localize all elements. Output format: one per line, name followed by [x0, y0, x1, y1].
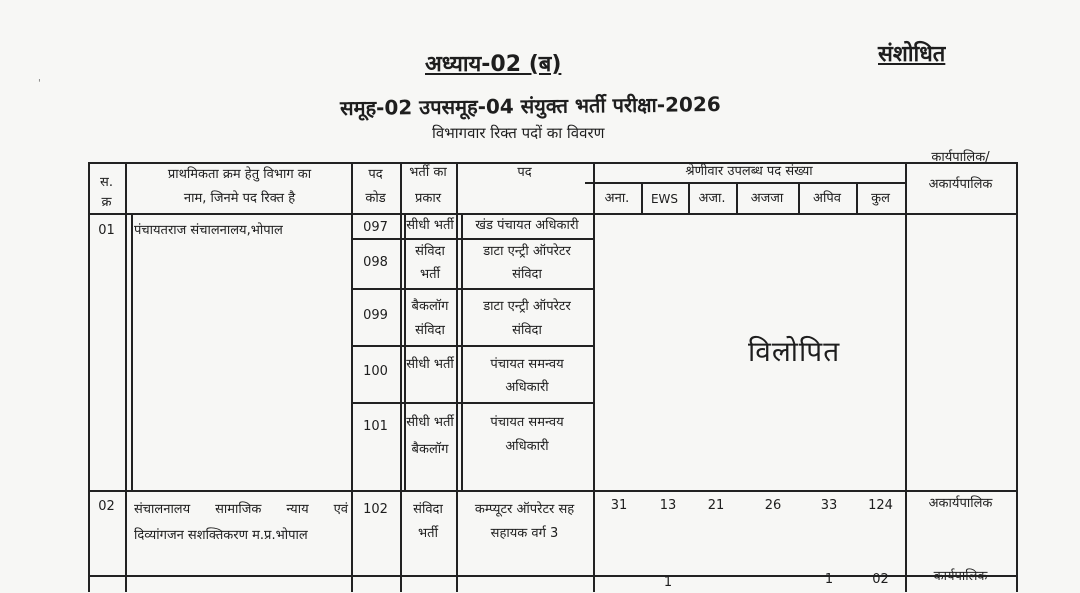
dept2-aja: 21	[707, 498, 725, 513]
row-098-type-1: संविदा	[415, 244, 445, 259]
dept2-post-1: कम्प्यूटर ऑपरेटर सह	[474, 502, 575, 517]
row-099-post-1: डाटा एन्ट्री ऑपरेटर	[483, 299, 571, 314]
header-cat-ana: अना.	[604, 191, 630, 206]
header-cat-kul: कुल	[871, 191, 890, 206]
row-097-type: सीधी भर्ती	[406, 218, 454, 233]
header-exec-2: अकार्यपालिक	[928, 177, 993, 192]
header-cat-apiv: अपिव	[813, 191, 841, 206]
table-caption: विभागवार रिक्त पदों का विवरण	[432, 124, 605, 142]
partial-exec: कार्यपालिक	[933, 569, 988, 584]
row-097-post: खंड पंचायत अधिकारी	[475, 218, 579, 233]
row-100-code: 100	[363, 364, 388, 379]
col-border	[593, 162, 595, 592]
col-border	[1016, 162, 1018, 592]
row-097-code: 097	[363, 220, 388, 235]
revised-stamp: संशोधित	[878, 42, 946, 67]
header-dept-2: नाम, जिनमे पद रिक्त है	[183, 191, 296, 206]
deleted-label: विलोपित	[748, 335, 841, 368]
col-border	[905, 162, 907, 592]
row-099-code: 099	[363, 308, 388, 323]
dept2-exec: अकार्यपालिक	[928, 496, 993, 511]
row-101-post-2: अधिकारी	[505, 439, 549, 454]
dept2-name-2: दिव्यांगजन सशक्तिकरण म.प्र.भोपाल	[134, 528, 308, 543]
dept2-type-2: भर्ती	[418, 526, 438, 541]
partial-ews: 1	[663, 575, 673, 590]
header-cat-ajja: अजजा	[750, 191, 784, 206]
row-098-post-2: संविदा	[512, 267, 542, 282]
col-border	[125, 162, 127, 592]
row-divider	[351, 288, 593, 290]
row-101-type-2: बैकलॉग	[411, 442, 449, 457]
header-code-1: पद	[368, 167, 383, 182]
header-post: पद	[517, 165, 532, 180]
partial-kul: 02	[872, 572, 889, 587]
header-cat-ews: EWS	[650, 192, 679, 206]
dept1-name: पंचायतराज संचालनालय,भोपाल	[134, 223, 283, 238]
dept2-type-1: संविदा	[413, 502, 443, 517]
dept2-ana: 31	[610, 498, 628, 513]
row-101-code: 101	[363, 419, 388, 434]
row-100-post-2: अधिकारी	[505, 380, 549, 395]
row-divider	[351, 238, 593, 240]
header-code-2: कोड	[365, 191, 386, 206]
row-099-type-2: संविदा	[415, 323, 445, 338]
row-100-type: सीधी भर्ती	[406, 357, 454, 372]
header-cat-aja: अजा.	[698, 191, 726, 206]
row-101-type-1: सीधी भर्ती	[406, 415, 454, 430]
row-divider	[88, 490, 1018, 492]
dept2-ajja: 26	[764, 498, 782, 513]
header-bottom-border	[88, 213, 1018, 215]
dept2-kul: 124	[868, 498, 893, 513]
row-divider	[351, 402, 593, 404]
row-099-post-2: संविदा	[512, 323, 542, 338]
dept2-code: 102	[363, 502, 388, 517]
chapter-title: अध्याय-02 (ब)	[425, 52, 562, 77]
vacancy-table	[88, 145, 1018, 590]
scan-speck: '	[38, 78, 41, 89]
partial-apiv: 1	[824, 572, 834, 587]
dept1-sno: 01	[98, 223, 115, 238]
col-border	[131, 213, 133, 490]
header-category-group: श्रेणीवार उपलब्ध पद संख्या	[685, 164, 813, 179]
row-098-code: 098	[363, 255, 388, 270]
row-098-type-2: भर्ती	[420, 267, 440, 282]
row-099-type-1: बैकलॉग	[411, 299, 449, 314]
row-divider	[351, 345, 593, 347]
row-098-post-1: डाटा एन्ट्री ऑपरेटर	[483, 244, 571, 259]
dept2-name-1: संचालनालय सामाजिक न्याय एवं	[134, 502, 348, 517]
dept2-ews: 13	[659, 498, 677, 513]
header-exec-1: कार्यपालिक/	[931, 150, 990, 165]
dept2-apiv: 33	[820, 498, 838, 513]
header-type-1: भर्ती का	[409, 165, 447, 180]
header-type-2: प्रकार	[414, 191, 442, 206]
header-sno-1: स.	[100, 175, 113, 190]
header-dept-1: प्राथमिकता क्रम हेतु विभाग का	[167, 167, 312, 182]
exam-title: समूह-02 उपसमूह-04 संयुक्त भर्ती परीक्षा-2026	[339, 92, 721, 120]
dept2-post-2: सहायक वर्ग 3	[490, 526, 559, 541]
dept2-sno: 02	[98, 499, 115, 514]
header-sno-2: क्र	[101, 195, 112, 210]
row-101-post-1: पंचायत समन्वय	[490, 415, 564, 430]
row-100-post-1: पंचायत समन्वय	[490, 357, 564, 372]
